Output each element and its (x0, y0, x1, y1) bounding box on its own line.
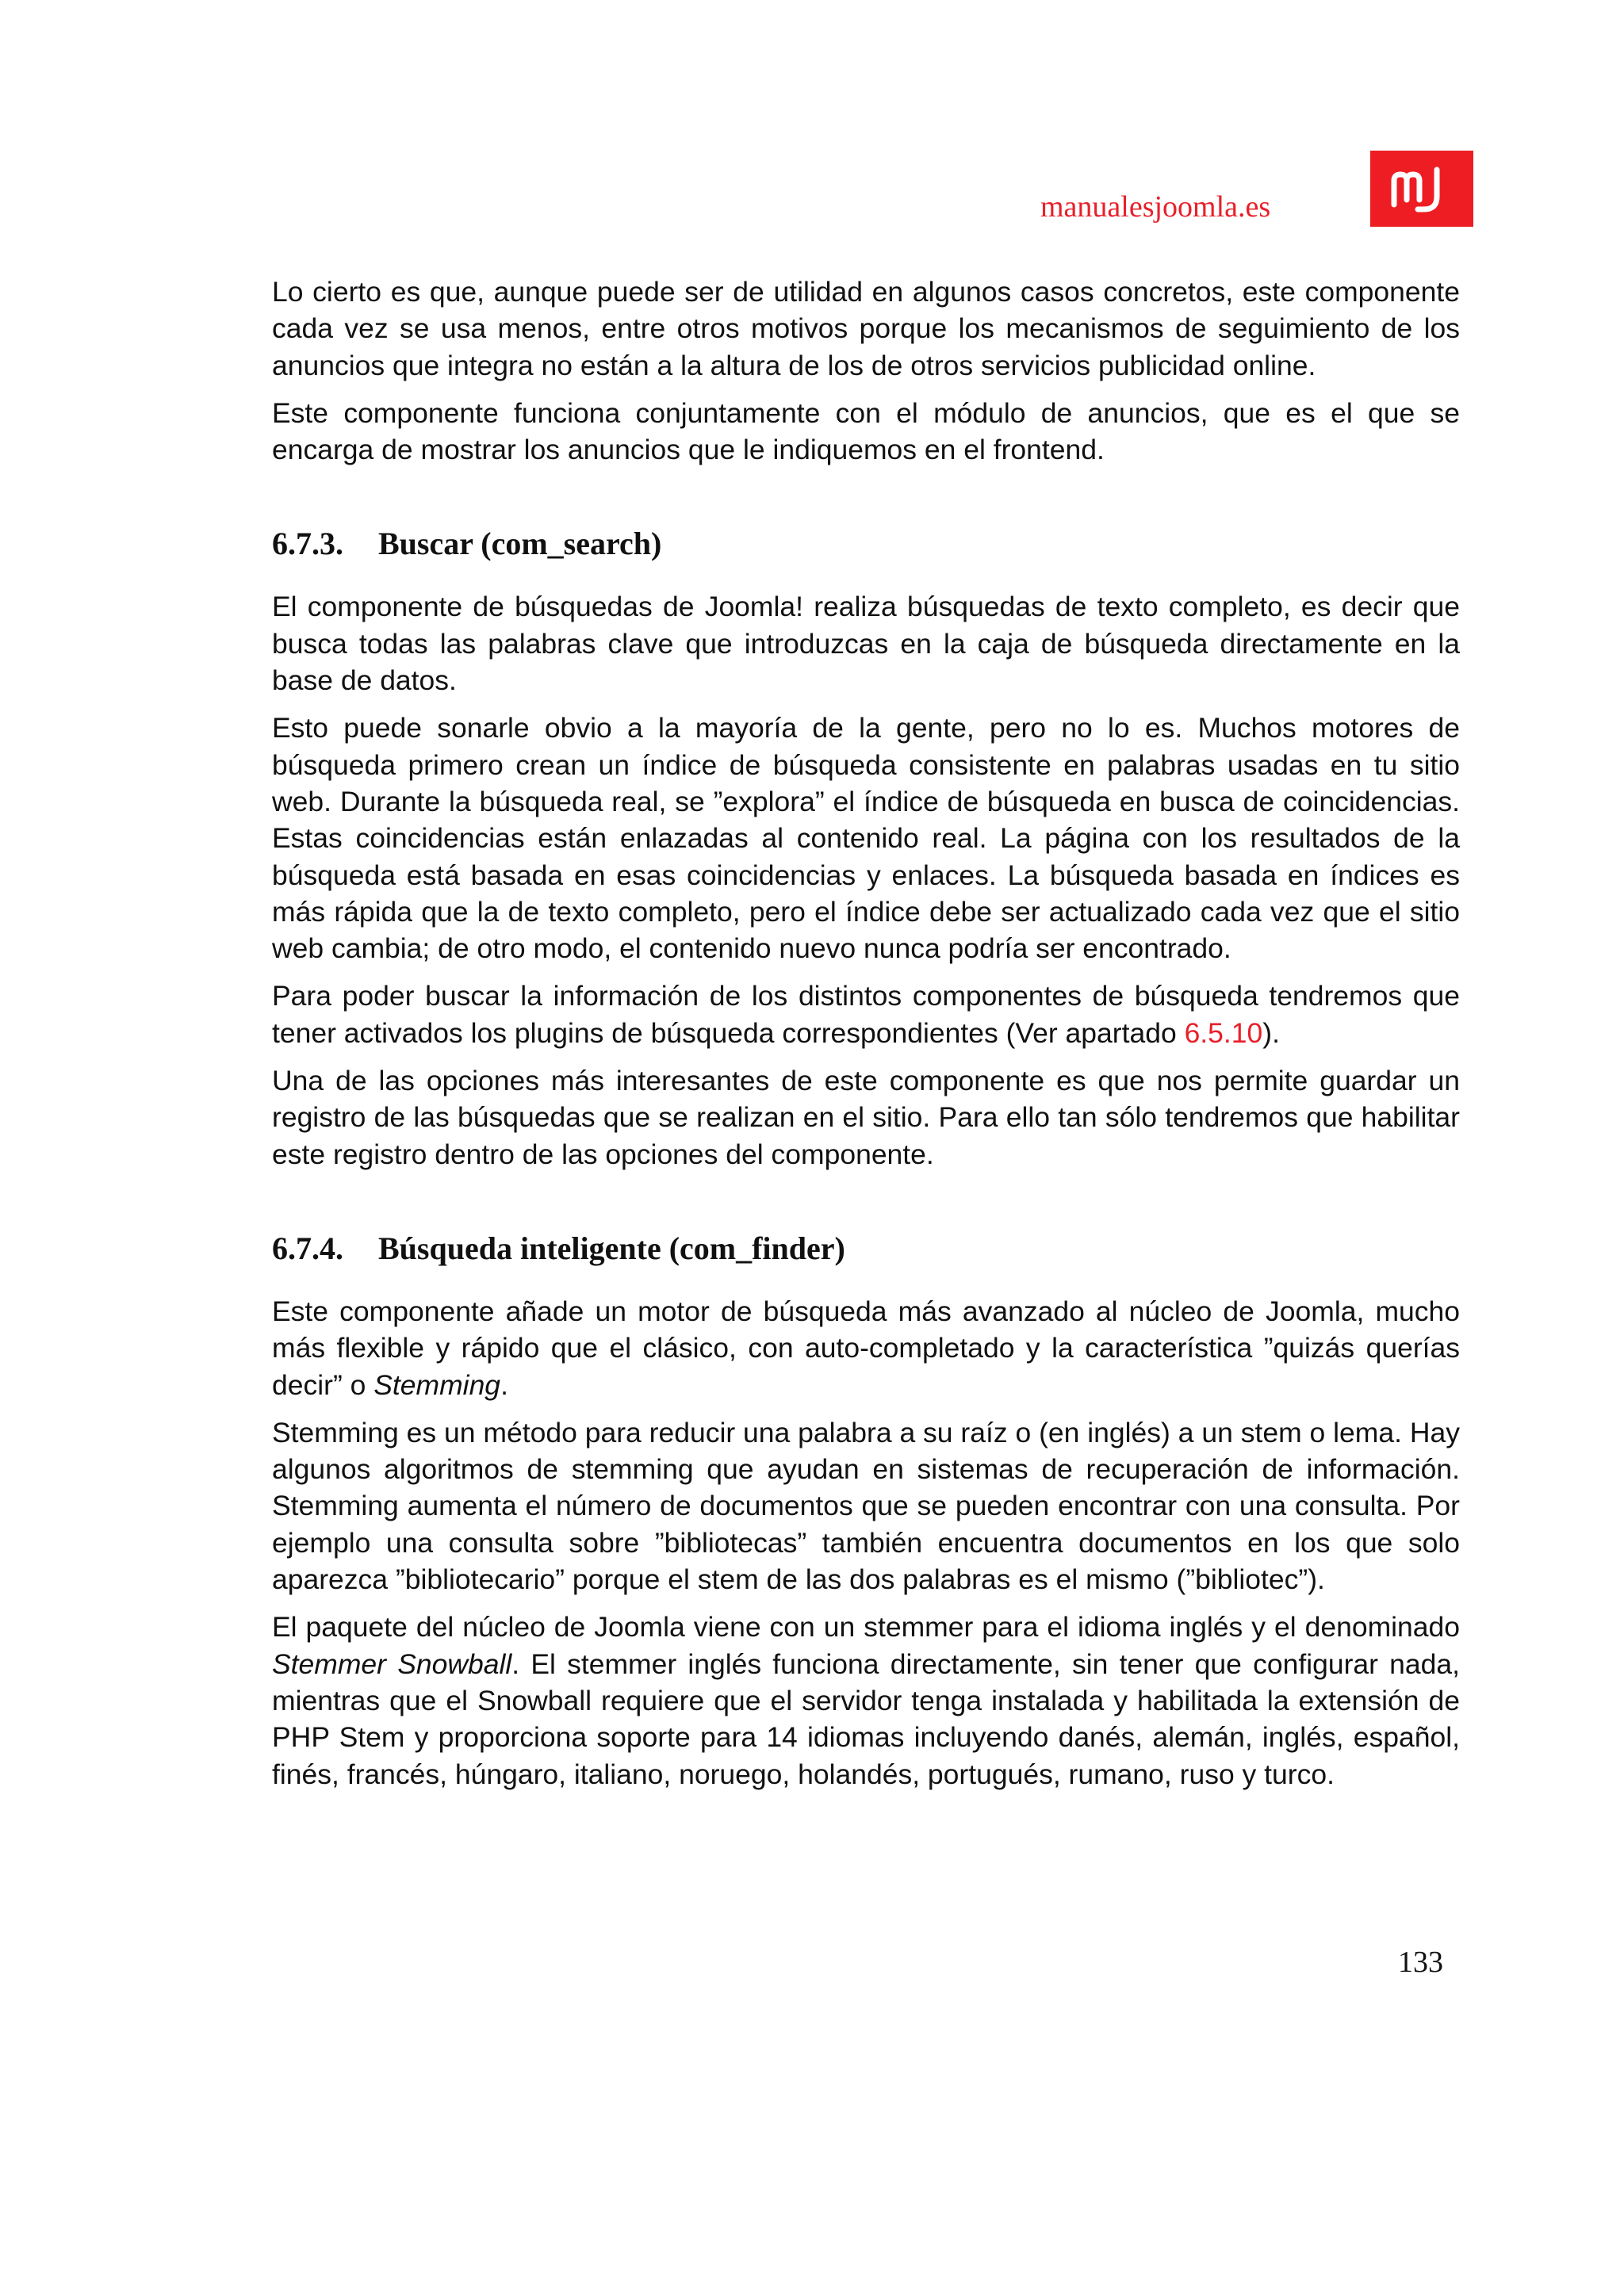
paragraph (272, 1293, 1460, 1403)
paragraph: Esto puede sonarle obvio a la mayoría de la gente, pero no lo es. Muchos motores de búsqueda primero crean un índice de búsqueda consistente en palabras usadas en tu sitio web. Durante la búsqueda real, se ”explora” el índice de búsqueda en busca de coincidencias. Estas coincidencias están enlazadas al contenido real. La página con los resultados de la búsqueda está basada en esas coincidencias y enlaces. La búsqueda basada en índices es más rápida que la de texto completo, pero el índice debe ser actualizado cada vez que el sitio web cambia; de otro modo, el contenido nuevo nunca podría ser encontrado. (272, 712, 1460, 965)
section-title: Búsqueda inteligente (com_finder) (378, 1230, 845, 1266)
paragraph: Lo cierto es que, aunque puede ser de utilidad en algunos casos concretos, este componente cada vez se usa menos, entre otros motivos porque los mecanismos de seguimiento de los anuncios que integra no están a la altura de los de otros servicios publicidad online. (272, 276, 1460, 381)
section-heading-674 (272, 1228, 1460, 1269)
section-number: 6.7.4. (272, 1230, 343, 1266)
paragraph: Una de las opciones más interesantes de este componente es que nos permite guardar un registro de las búsquedas que se realizan en el sitio. Para ello tan sólo tendremos que habilitar este registro dentro de las opciones del componente. (272, 1065, 1460, 1170)
document-body (272, 274, 1460, 1793)
mj-logo-icon (1370, 151, 1473, 227)
emphasis-text: Stemming (373, 1368, 501, 1401)
paragraph-text: . (500, 1368, 508, 1401)
section-number: 6.7.3. (272, 526, 343, 562)
paragraph-text: Este componente añade un motor de búsqueda más avanzado al núcleo de Joomla, mucho más flexible y rápido que el clásico, con auto-completado y la característica ”quizás querías decir” o (272, 1295, 1460, 1401)
paragraph-text: ). (1262, 1016, 1280, 1049)
paragraph (272, 1609, 1460, 1792)
paragraph-text: Para poder buscar la información de los distintos componentes de búsqueda tendremos que tener activados los plugins de búsqueda correspondientes (Ver apartado (272, 980, 1460, 1049)
section-heading-673 (272, 523, 1460, 564)
paragraph: Este componente funciona conjuntamente con el módulo de anuncios, que es el que se encarga de mostrar los anuncios que le indiquemos en el frontend. (272, 396, 1460, 466)
page-number: 133 (1398, 1946, 1443, 1979)
paragraph: Stemming es un método para reducir una palabra a su raíz o (en inglés) a un stem o lema. Hay algunos algoritmos de stemming que ayudan en sistemas de recuperación de información. Stemming aumenta el número de documentos que se pueden encontrar con una consulta. Por ejemplo una consulta sobre ”bibliotecas” también encuentra documentos en los que solo aparezca ”bibliotecario” porque el stem de las dos palabras es el mismo (”bibliotec”). (272, 1416, 1460, 1596)
paragraph (272, 978, 1460, 1051)
emphasis-text: Stemmer Snowball (272, 1647, 512, 1680)
paragraph: El componente de búsquedas de Joomla! realiza búsquedas de texto completo, es decir que busca todas las palabras clave que introduzcas en la caja de búsqueda directamente en la base de datos. (272, 591, 1460, 697)
header-site-name: manualesjoomla.es (1040, 190, 1271, 224)
section-title: Buscar (com_search) (378, 526, 662, 562)
paragraph-text: . El stemmer inglés funciona directamente, sin tener que configurar nada, mientras que el Snowball requiere que el servidor tenga instalada y habilitada la extensión de PHP Stem y proporciona soporte para 14 idiomas incluyendo danés, alemán, inglés, español, finés, francés, húngaro, italiano, noruego, holandés, portugués, rumano, ruso y turco. (272, 1647, 1461, 1790)
mj-logo-icon-graphic (1370, 151, 1473, 227)
cross-reference-link[interactable]: 6.5.10 (1184, 1016, 1263, 1049)
paragraph-text: El paquete del núcleo de Joomla viene con un stemmer para el idioma inglés y el denominado (272, 1611, 1460, 1644)
